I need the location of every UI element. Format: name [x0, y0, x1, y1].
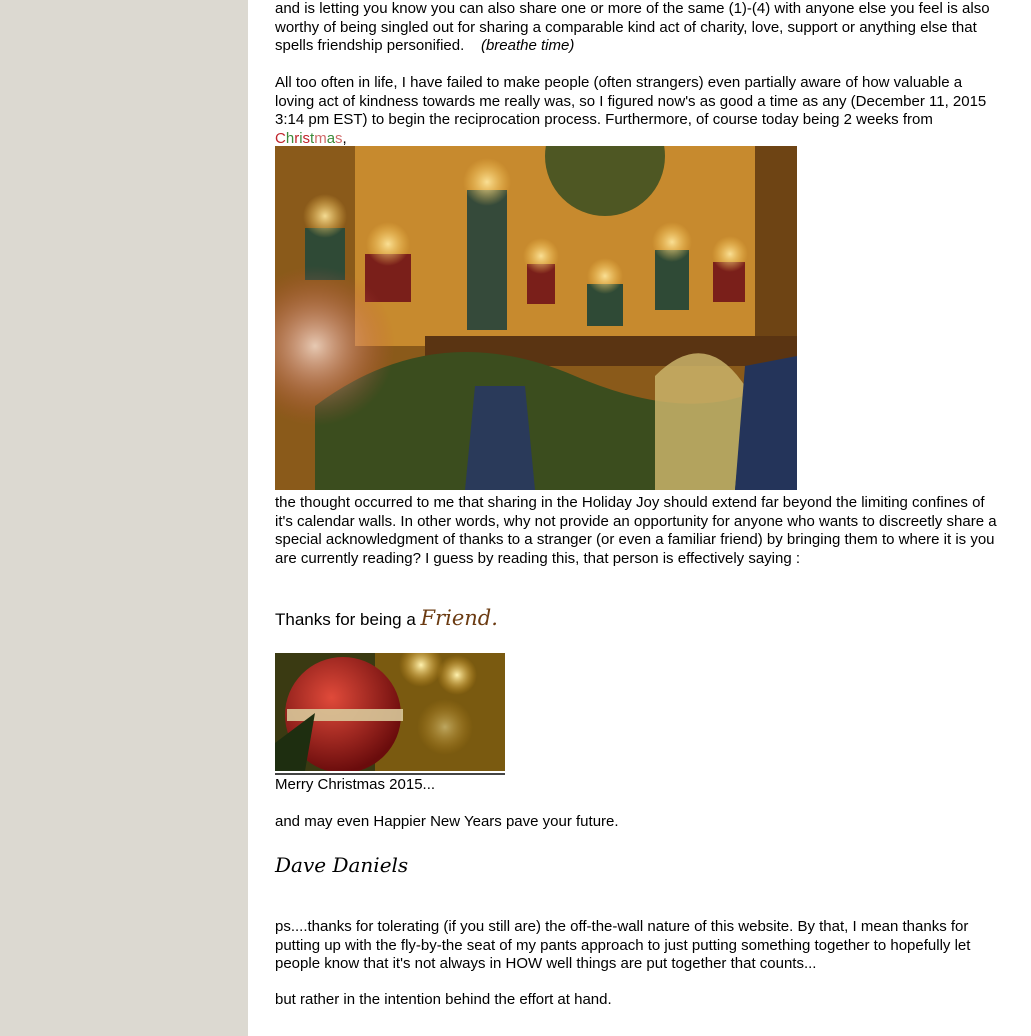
thanks-friend-line [275, 606, 498, 632]
paragraph-sharing [275, 0, 1005, 56]
paragraph-holiday-joy: the thought occurred to me that sharing in the Holiday Joy should extend far beyond the limiting confines of it's calendar walls. In other words, why not provide an opportunity for anyone who wants to discreetly share a special acknowledgment of thanks to a stranger (or even a familiar friend) by bringing them to where it is you are currently reading? I guess by reading this, that person is effectively saying : [275, 494, 997, 567]
new-years-line: and may even Happier New Years pave your future. [275, 813, 619, 830]
image-divider [275, 773, 505, 775]
signature: Dave Daniels [275, 853, 409, 877]
postscript-continuation: but rather in the intention behind the effort at hand. [275, 991, 612, 1008]
thanks-prefix: Thanks for being a [275, 610, 421, 629]
friend-word: Friend. [420, 606, 498, 630]
merry-christmas-caption: Merry Christmas 2015... [275, 776, 436, 793]
christmas-word: Christmas [275, 129, 343, 147]
christmas-mantel-photo [275, 146, 797, 490]
paragraph-reciprocation-text: All too often in life, I have failed to make people (often strangers) even partially aware of how valuable a loving act of kindness towards me really was, so I figured now's as good a time as any (December 11, 2015 3:14 pm EST) to begin the reciprocation process. Furthermore, of course today being 2 weeks from [275, 74, 987, 128]
postscript: ps....thanks for tolerating (if you still are) the off-the-wall nature of this website. By that, I mean thanks for putting up with the fly-by-the seat of my pants approach to just putting something together to hopefully let people know that it's not always in HOW well things are put together that counts... [275, 918, 971, 972]
breathe-time-aside: (breathe time) [480, 37, 575, 54]
paragraph-sharing-text: and is letting you know you can also share one or more of the same (1)-(4) with anyone else you feel is also worthy of being singled out for sharing a comparable kind act of charity, love, support or anything else that spells friendship personified. [275, 0, 990, 54]
left-sidebar [0, 0, 248, 1036]
christmas-ornament-photo [275, 653, 505, 771]
paragraph-reciprocation: All too often in life, I have failed to make people (often strangers) even partially aware of how valuable a loving act of kindness towards me really was, so I figured now's as good a time as any (December 11, 2015 3:14 pm EST) to begin the reciprocation process. Furthermore, of course today being 2 weeks from Christmas, [275, 74, 987, 147]
